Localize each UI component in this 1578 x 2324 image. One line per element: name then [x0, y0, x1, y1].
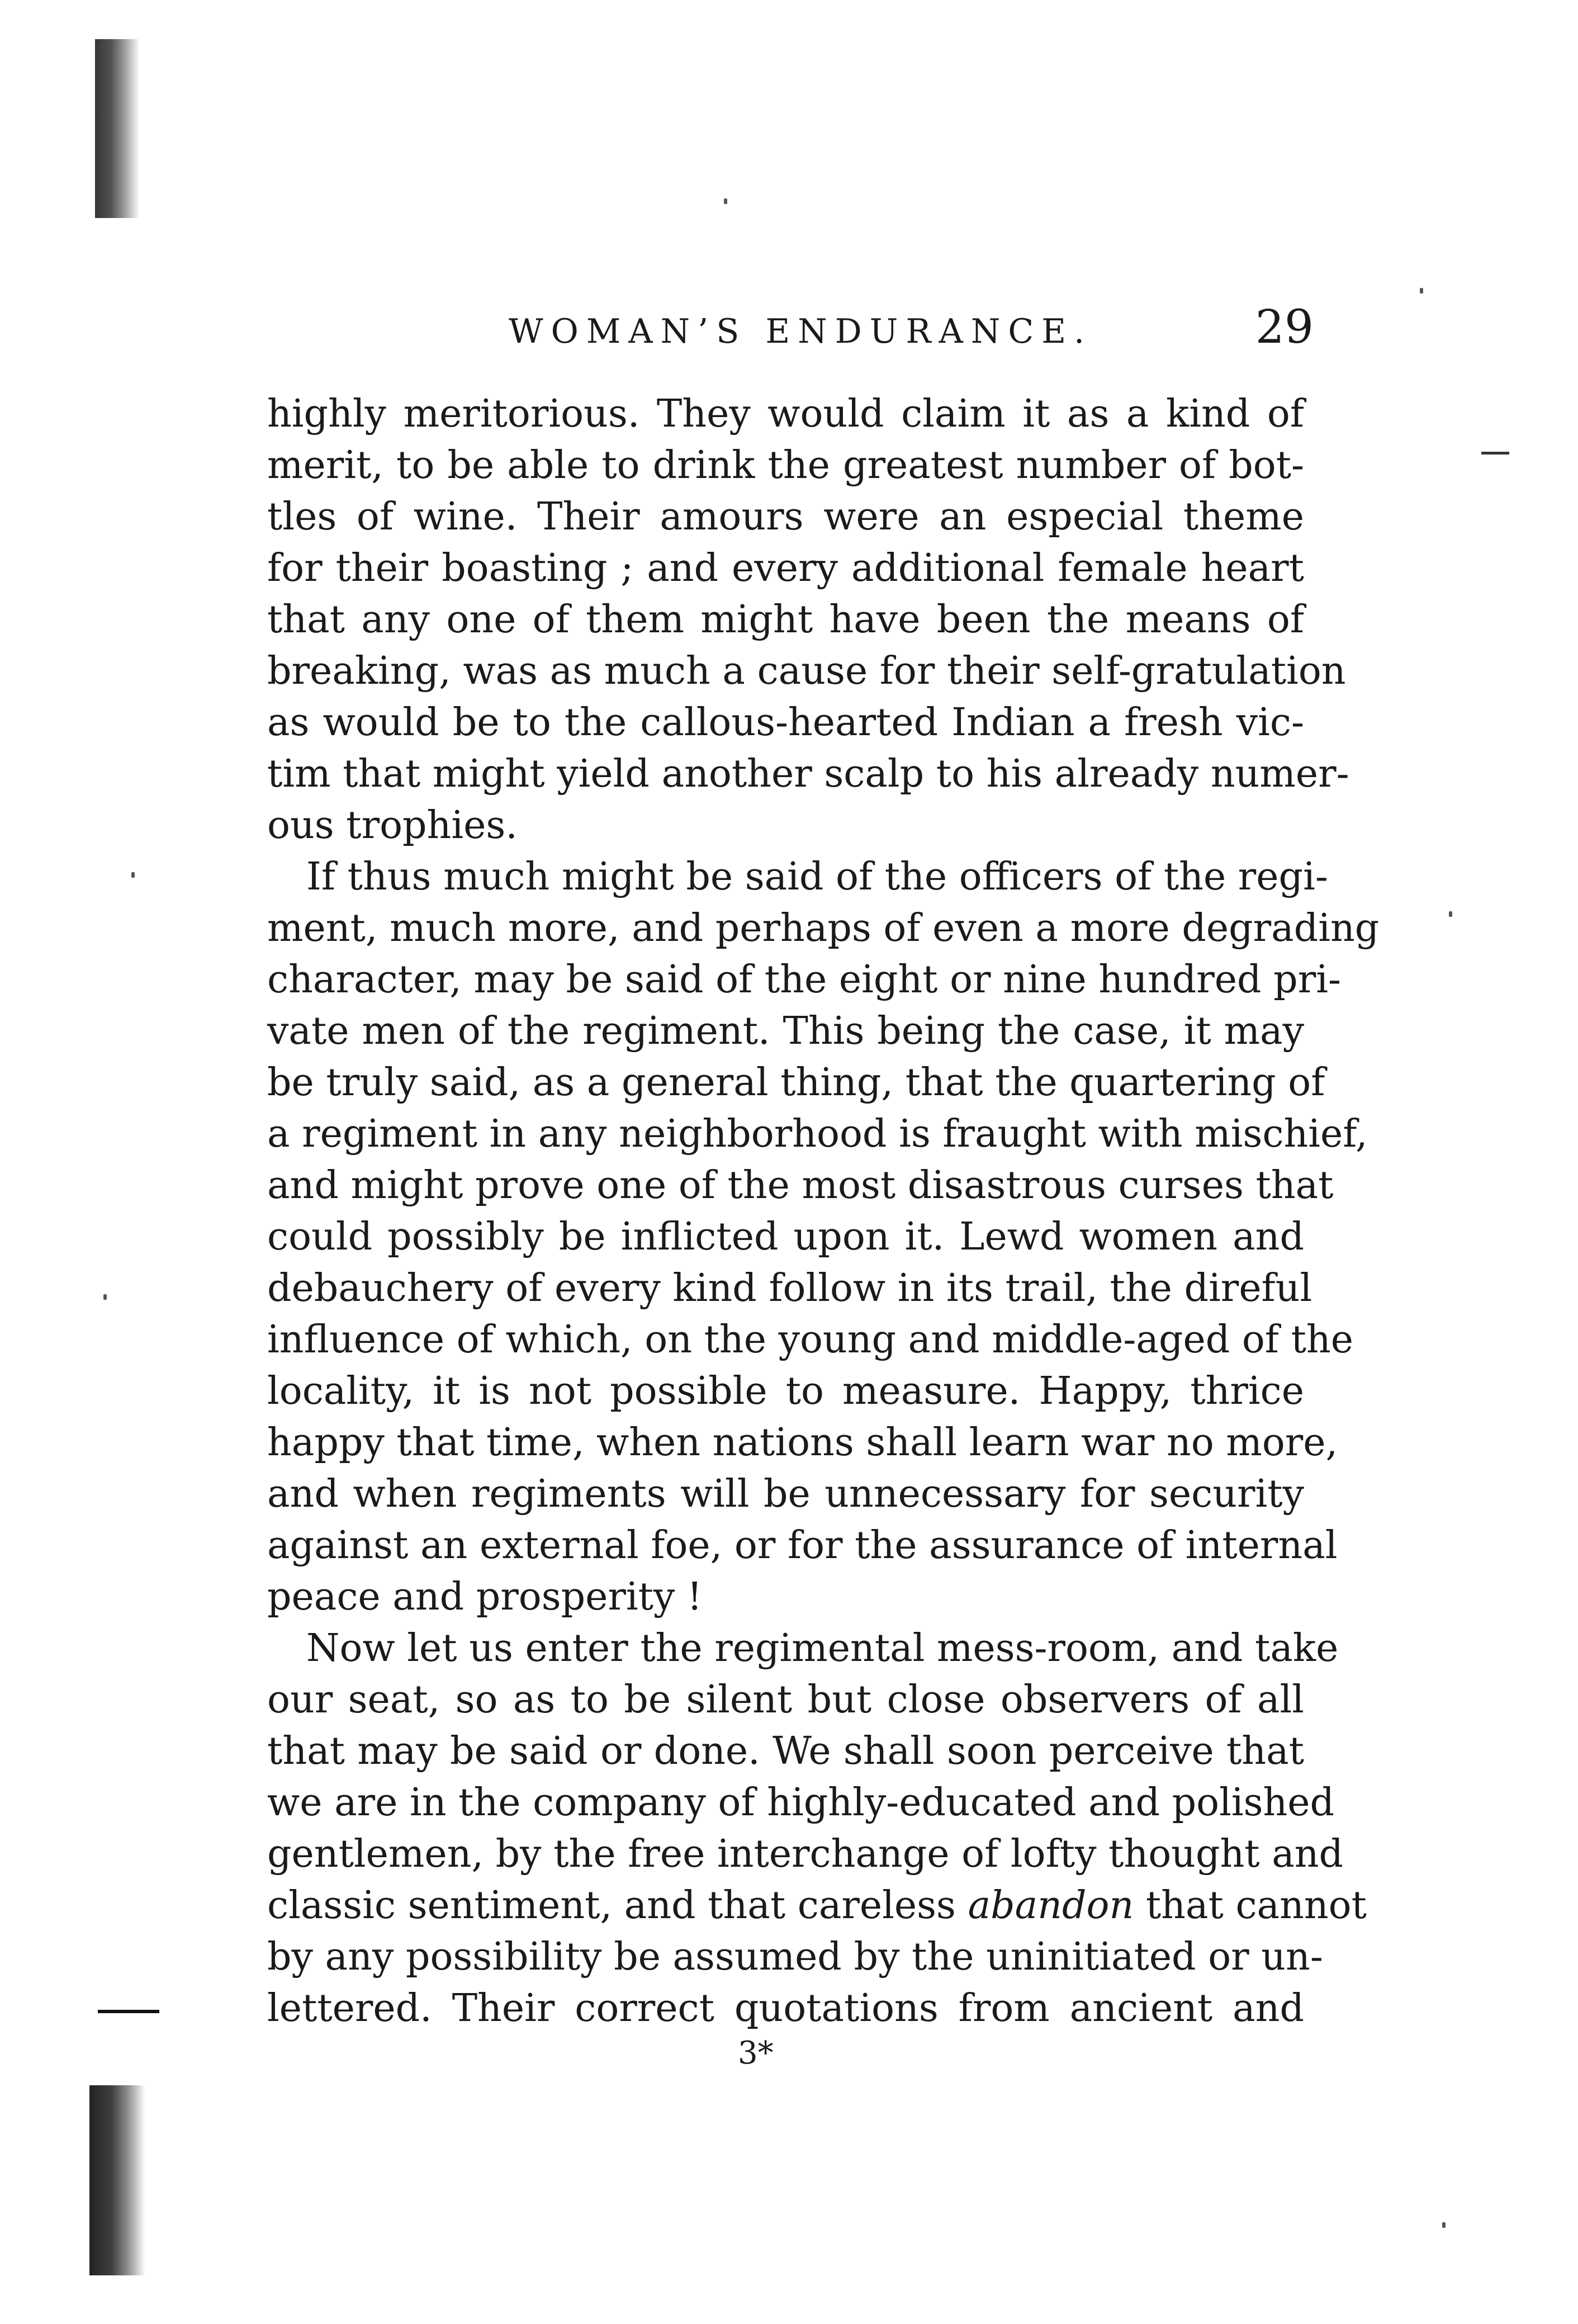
- text-line: for their boasting ; and every additional female heart: [267, 546, 1304, 590]
- text-line: and when regiments will be unnecessary for security: [267, 1472, 1304, 1516]
- text-line: influence of which, on the young and middle-aged of the: [267, 1318, 1353, 1362]
- italic-word: abandon: [968, 1883, 1134, 1928]
- scan-edge-rule: [98, 2010, 159, 2013]
- text-line: vate men of the regiment. This being the case, it may: [267, 1009, 1304, 1053]
- text-line: locality, it is not possible to measure. Happy, thrice: [267, 1369, 1304, 1413]
- text-line: gentlemen, by the free interchange of lofty thought and: [267, 1832, 1344, 1876]
- signature-mark: 3*: [738, 2035, 774, 2071]
- text-line: happy that time, when nations shall learn war no more,: [267, 1421, 1338, 1465]
- text-line: that may be said or done. We shall soon perceive that: [267, 1729, 1304, 1773]
- text-line: peace and prosperity !: [267, 1575, 703, 1619]
- text-line: highly meritorious. They would claim it as a kind of: [267, 392, 1304, 436]
- text-line: as would be to the callous-hearted Indian a fresh vic-: [267, 700, 1304, 745]
- scan-edge-shadow-bottom: [89, 2085, 145, 2275]
- scan-speck: [724, 198, 727, 204]
- text-line: If thus much might be said of the officers of the regi-: [306, 855, 1328, 899]
- page-header: [274, 291, 1314, 352]
- scan-speck: [1420, 288, 1423, 294]
- text-line: and might prove one of the most disastrous curses that: [267, 1163, 1334, 1208]
- text-line: classic sentiment, and that careless abandon that cannot: [267, 1883, 1367, 1928]
- text-line: ment, much more, and perhaps of even a more degrading: [267, 906, 1380, 950]
- text-line: that any one of them might have been the means of: [267, 598, 1304, 642]
- text-line: debauchery of every kind follow in its trail, the direful: [267, 1266, 1312, 1310]
- text-line: Now let us enter the regimental mess-room, and take: [306, 1626, 1339, 1670]
- text-line: could possibly be inflicted upon it. Lewd women and: [267, 1215, 1304, 1259]
- text-line: a regiment in any neighborhood is fraught with mischief,: [267, 1112, 1368, 1156]
- running-head: WOMAN’S ENDURANCE.: [509, 312, 1093, 351]
- scan-speck: [103, 1294, 107, 1300]
- text-line: against an external foe, or for the assurance of internal: [267, 1523, 1338, 1568]
- scan-mark-right: [1481, 452, 1509, 455]
- page-number: 29: [1255, 301, 1314, 354]
- text-line: character, may be said of the eight or nine hundred pri-: [267, 958, 1341, 1002]
- text-line: tim that might yield another scalp to his already numer-: [267, 752, 1349, 796]
- text-line: merit, to be able to drink the greatest number of bot-: [267, 443, 1304, 487]
- text-line: we are in the company of highly-educated and polished: [267, 1781, 1335, 1825]
- text-line: by any possibility be assumed by the uninitiated or un-: [267, 1935, 1323, 1979]
- scan-speck: [131, 872, 135, 878]
- scan-edge-shadow-top: [95, 39, 140, 218]
- body-text: [267, 389, 1380, 2034]
- text-line: ous trophies.: [267, 803, 518, 848]
- text-line: lettered. Their correct quotations from ancient and: [267, 1986, 1304, 2030]
- scan-speck: [1442, 2222, 1446, 2228]
- text-line: breaking, was as much a cause for their self-gratulation: [267, 649, 1346, 693]
- text-line: be truly said, as a general thing, that the quartering of: [267, 1061, 1325, 1105]
- scan-speck: [1449, 911, 1452, 917]
- text-line: tles of wine. Their amours were an especial theme: [267, 495, 1304, 539]
- text-line: our seat, so as to be silent but close observers of all: [267, 1678, 1304, 1722]
